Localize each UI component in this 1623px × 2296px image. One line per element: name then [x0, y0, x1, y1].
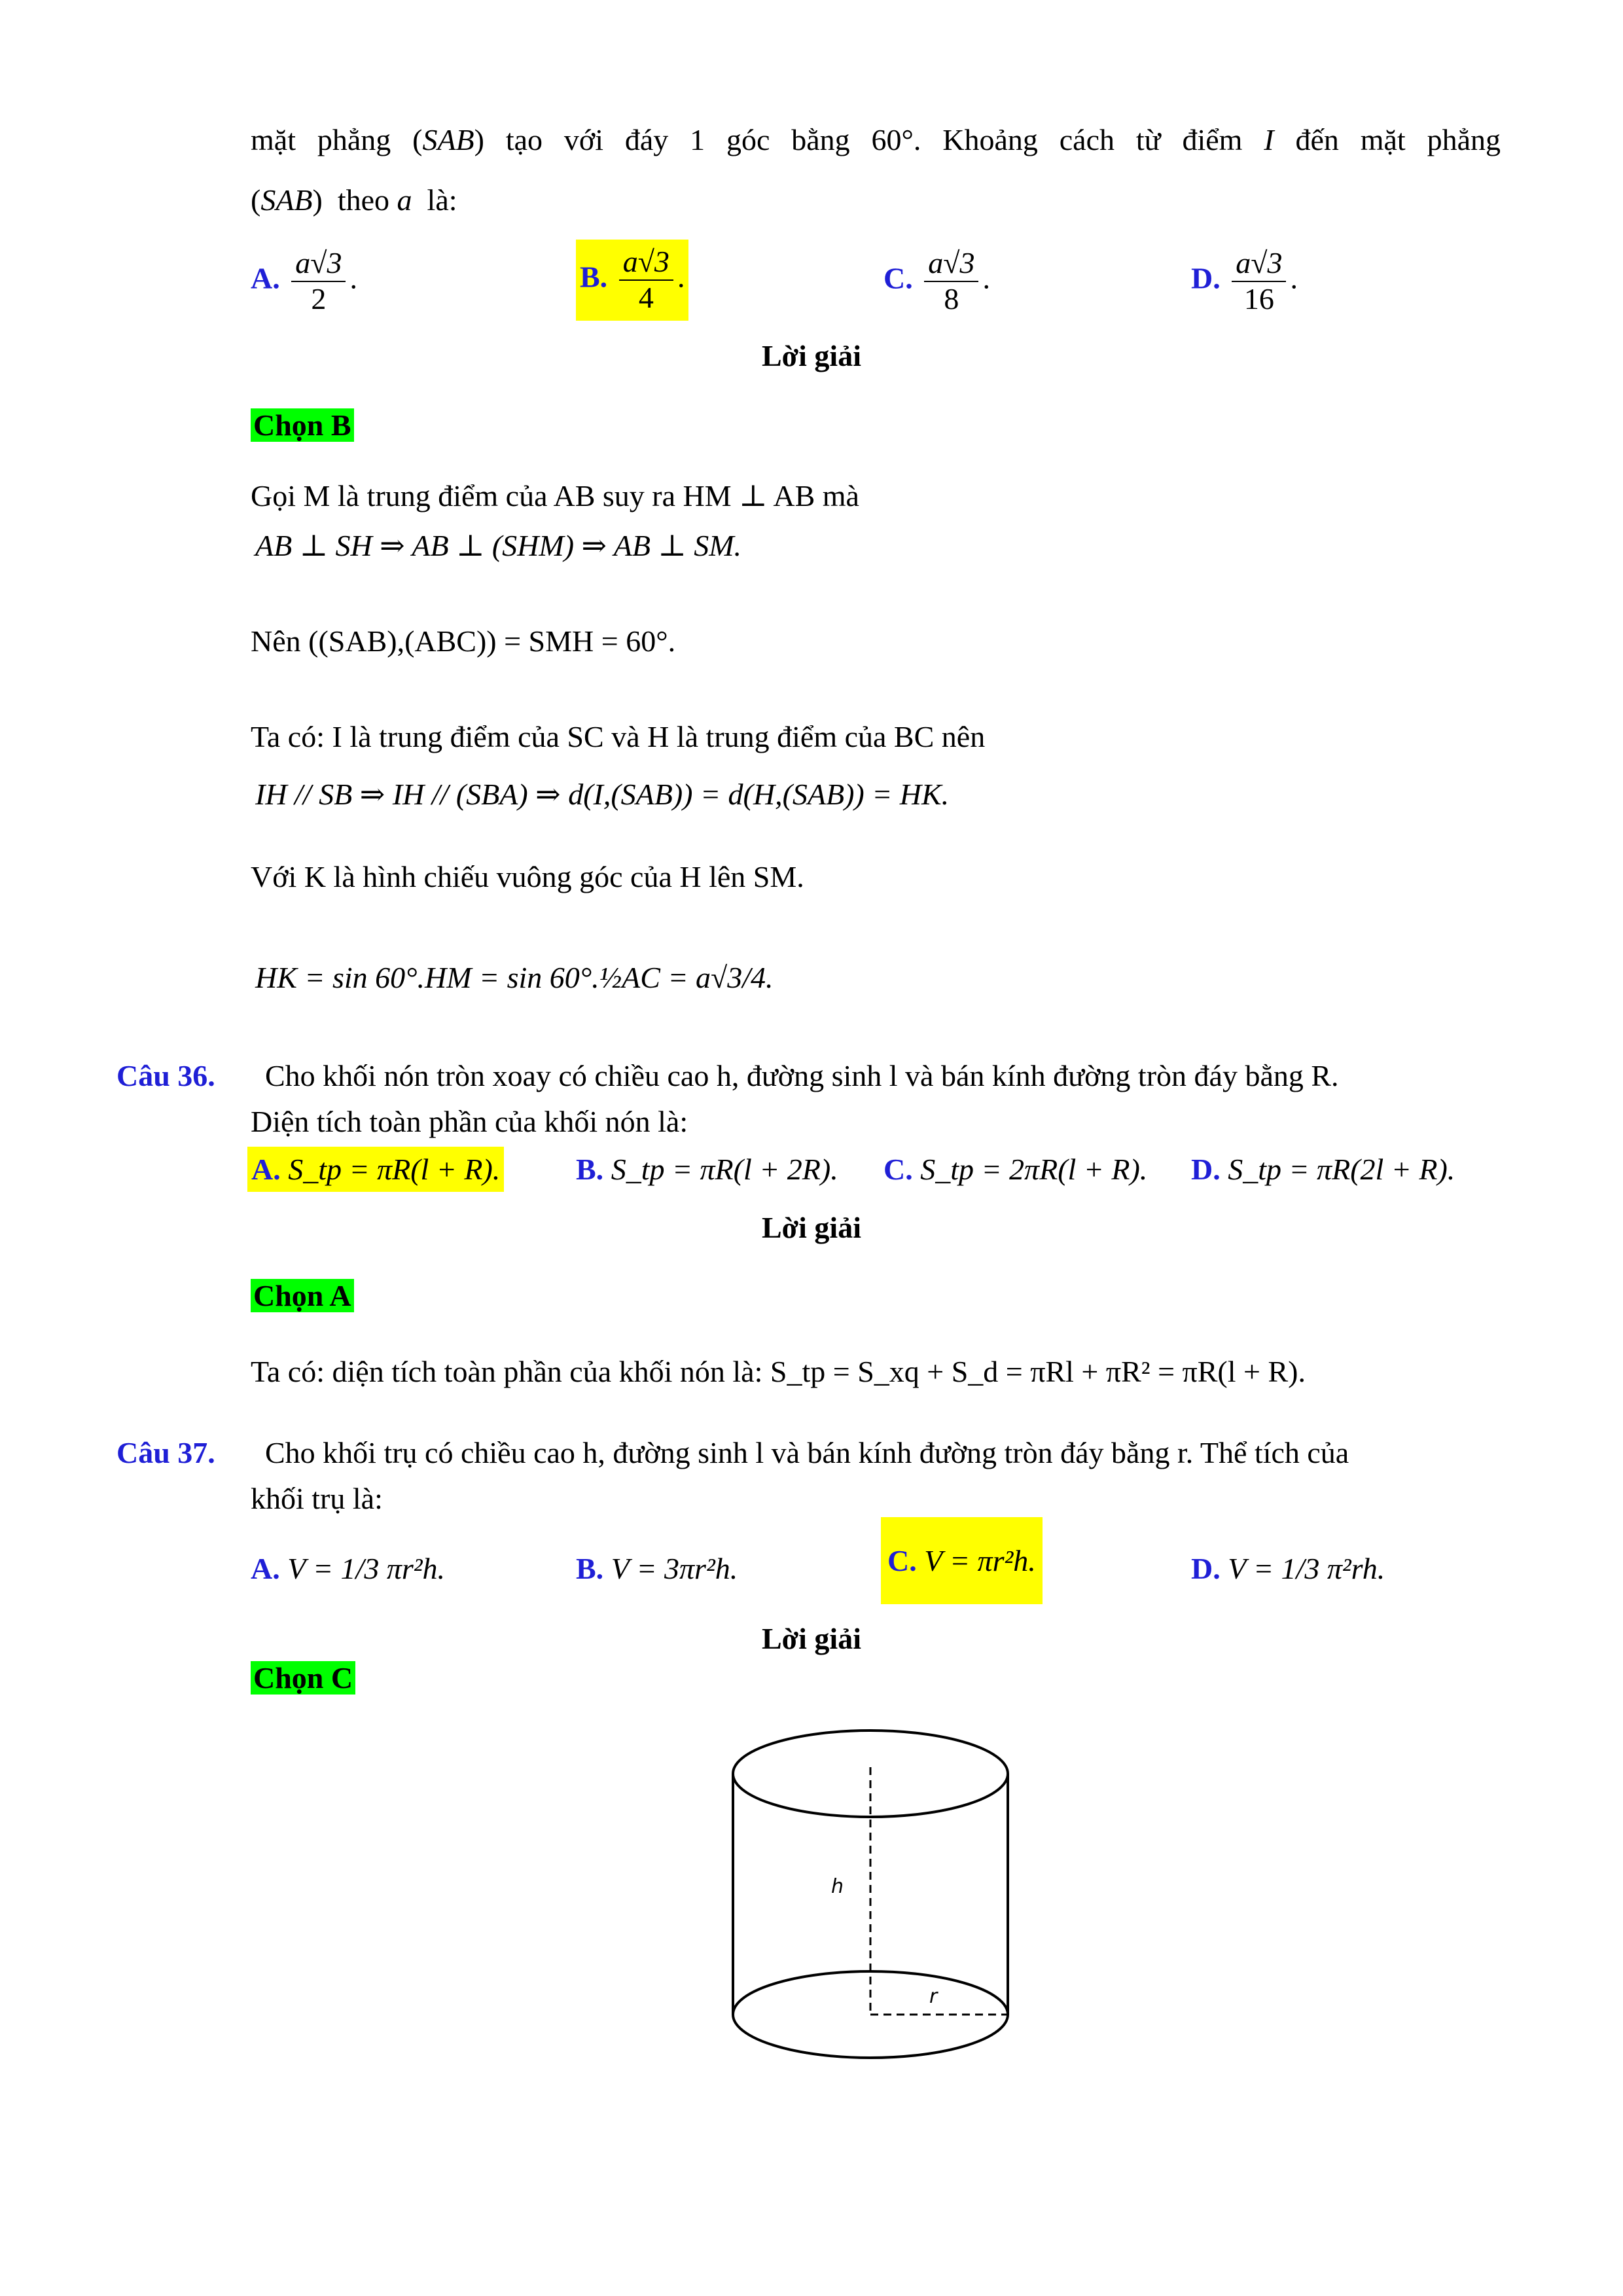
q37-option-d[interactable]: D. V = 1/3 π²rh.: [1191, 1552, 1385, 1585]
q35-statement-line2: (SAB) theo a là:: [251, 183, 457, 217]
q35-solution-line1: Gọi M là trung điểm của AB suy ra HM ⊥ AB mà: [251, 479, 859, 512]
q36-option-b[interactable]: B. S_tp = πR(l + 2R).: [576, 1153, 838, 1186]
q36-statement-line2: Diện tích toàn phần của khối nón là:: [251, 1105, 688, 1138]
q36-option-c[interactable]: C. S_tp = 2πR(l + R).: [883, 1153, 1148, 1186]
q36-solution-heading: Lời giải: [762, 1211, 861, 1244]
q37-statement-line1: Cho khối trụ có chiều cao h, đường sinh l và bán kính đường tròn đáy bằng r. Thể tích của: [265, 1436, 1349, 1469]
q37-option-c[interactable]: C. V = πr²h.: [881, 1517, 1043, 1604]
q35-solution-heading: Lời giải: [762, 339, 861, 372]
cylinder-radius-label: r: [929, 1985, 938, 2008]
q35-option-a[interactable]: A. $\frac{a√3}{2}$ .: [251, 246, 357, 315]
q35-solution-line3: Nên ((SAB),(ABC)) = SMH = 60°.: [251, 624, 676, 658]
q37-option-a[interactable]: A. V = 1/3 πr²h.: [251, 1552, 446, 1585]
q36-number: Câu 36.: [116, 1059, 215, 1092]
q37-number: Câu 37.: [116, 1436, 215, 1469]
q35-solution-line4: Ta có: I là trung điểm của SC và H là trung điểm của BC nên: [251, 720, 986, 753]
q35-solution-line2: AB ⊥ SH ⇒ AB ⊥ (SHM) ⇒ AB ⊥ SM.: [255, 529, 742, 562]
q35-solution-line6: Với K là hình chiếu vuông góc của H lên SM.: [251, 860, 804, 893]
q37-chosen-answer: Chọn C: [251, 1660, 355, 1696]
q35-solution-line5: IH // SB ⇒ IH // (SBA) ⇒ d(I,(SAB)) = d(H,(SAB)) = HK.: [255, 778, 950, 811]
q37-statement-line2: khối trụ là:: [251, 1482, 383, 1515]
q36-chosen-answer: Chọn A: [251, 1278, 354, 1314]
q35-solution-line7: HK = sin 60°.HM = sin 60°.½AC = a√3/4.: [255, 961, 774, 994]
cylinder-height-label: h: [831, 1875, 844, 1898]
q36-option-d[interactable]: D. S_tp = πR(2l + R).: [1191, 1153, 1455, 1186]
q36-option-a[interactable]: A. S_tp = πR(l + R).: [247, 1147, 504, 1192]
q35-chosen-answer: Chọn B: [251, 407, 354, 443]
q36-solution-line: Ta có: diện tích toàn phần của khối nón là: S_tp = S_xq + S_d = πRl + πR² = πR(l + R).: [251, 1355, 1306, 1388]
q36-statement-line1: Cho khối nón tròn xoay có chiều cao h, đường sinh l và bán kính đường tròn đáy bằng R.: [265, 1059, 1339, 1092]
q35-option-d[interactable]: D. $\frac{a√3}{16}$ .: [1191, 246, 1298, 315]
q35-option-b[interactable]: B. $\frac{a√3}{4}$ .: [576, 240, 688, 321]
cylinder-figure: [720, 1728, 1021, 2068]
q37-solution-heading: Lời giải: [762, 1622, 861, 1655]
q37-option-b[interactable]: B. V = 3πr²h.: [576, 1552, 738, 1585]
q35-statement-line1: mặt phẳng (SAB) tạo với đáy 1 góc bằng 60°. Khoảng cách từ điểm I đến mặt phẳng: [251, 123, 1501, 156]
q35-option-c[interactable]: C. $\frac{a√3}{8}$ .: [883, 246, 990, 315]
